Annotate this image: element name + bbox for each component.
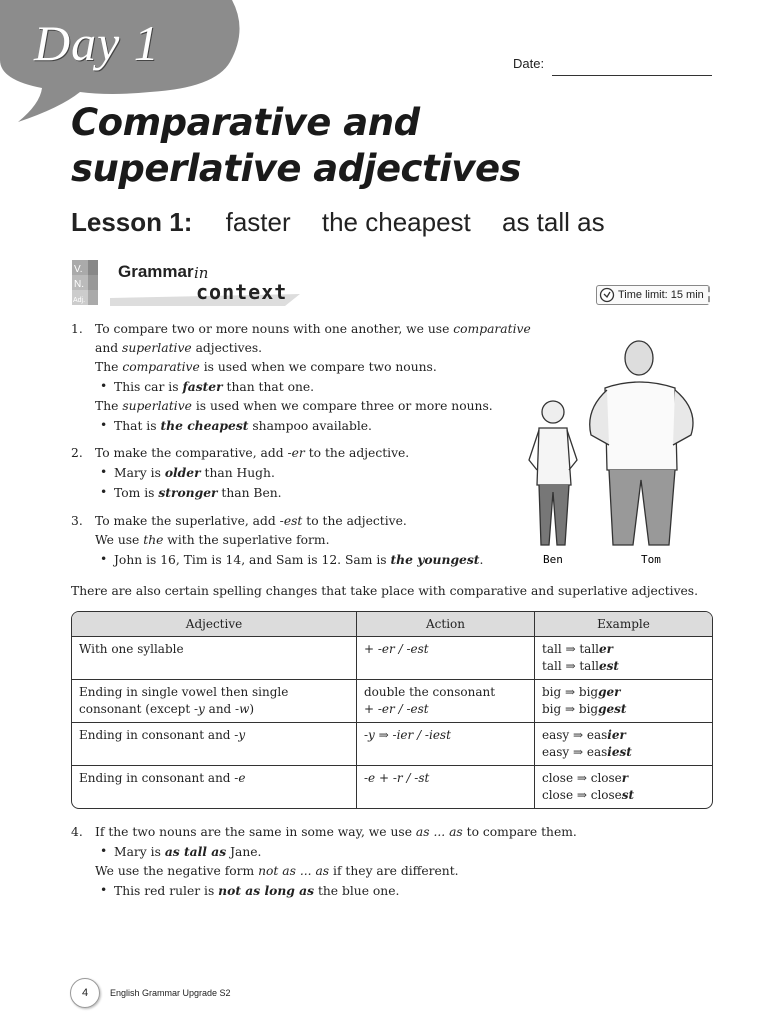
text-segment: -y xyxy=(234,728,246,742)
bullet-example xyxy=(71,881,691,901)
time-limit-text: Time limit: 15 min xyxy=(618,289,704,301)
text-segment: the youngest xyxy=(390,552,480,567)
cube-letter: Adj. xyxy=(73,297,86,304)
table-cell xyxy=(357,723,535,766)
bullet-example xyxy=(71,483,531,503)
day-label: Day 1 xyxy=(34,15,160,71)
text-segment: easy ⇒ eas xyxy=(542,745,608,759)
text-segment: Ending in consonant and xyxy=(79,771,235,785)
text-segment: easy ⇒ eas xyxy=(542,728,608,742)
section-number: 3. xyxy=(71,514,83,528)
cell-line xyxy=(542,641,706,658)
cell-line xyxy=(542,787,706,804)
bullet-example xyxy=(71,842,691,862)
in-label: in xyxy=(194,264,209,282)
table-row xyxy=(72,766,712,808)
text-segment: To compare two or more nouns with one another, we use xyxy=(95,322,454,336)
lesson-heading xyxy=(71,207,629,238)
text-segment: and xyxy=(204,702,236,716)
column-header: Action xyxy=(357,612,535,637)
table-cell xyxy=(72,766,357,808)
text-segment: older xyxy=(164,465,201,480)
text-segment: -er / -est xyxy=(377,642,429,656)
section-1 xyxy=(71,320,531,436)
text-segment: Ending in consonant and xyxy=(79,728,235,742)
text-segment: -er / -est xyxy=(377,702,429,716)
text-segment: If the two nouns are the same in some way, we use xyxy=(95,825,416,839)
text-segment: than Hugh. xyxy=(200,466,275,480)
text-segment: st xyxy=(621,788,635,802)
text-segment: This red ruler is xyxy=(114,884,219,898)
lesson-label: Lesson 1: xyxy=(71,207,193,237)
text-segment: + xyxy=(364,642,378,656)
table-cell xyxy=(535,637,712,680)
bullet-example xyxy=(71,416,531,436)
text-segment: close ⇒ close xyxy=(542,788,622,802)
text-segment: is used when we compare two nouns. xyxy=(199,360,437,374)
text-segment: consonant (except xyxy=(79,702,194,716)
text-segment: + xyxy=(364,702,378,716)
text-segment: -w xyxy=(235,702,250,716)
text-segment: superlative xyxy=(122,341,192,355)
text-segment: as tall as xyxy=(164,844,227,859)
text-segment: to the adjective. xyxy=(304,446,410,460)
cube-letter: N. xyxy=(74,279,84,290)
time-limit-badge xyxy=(596,285,710,305)
rule-line xyxy=(71,512,531,531)
text-segment: -er xyxy=(287,446,305,460)
text-segment: The xyxy=(95,360,123,374)
cell-line xyxy=(364,727,528,744)
text-segment: the xyxy=(143,533,164,547)
text-segment: comparative xyxy=(453,322,531,336)
text-segment: big ⇒ big xyxy=(542,685,599,699)
text-segment: not as long as xyxy=(218,883,315,898)
context-label: context xyxy=(196,280,288,304)
text-segment: stronger xyxy=(158,485,218,500)
rule-line xyxy=(71,444,531,463)
text-segment: as ... as xyxy=(415,825,463,839)
text-segment: Ending in single vowel then single xyxy=(79,685,289,699)
table-cell xyxy=(535,680,712,723)
table-cell xyxy=(357,766,535,808)
cell-line xyxy=(542,658,706,675)
cell-line xyxy=(542,727,706,744)
text-segment: est xyxy=(599,659,619,673)
text-segment: shampoo available. xyxy=(248,419,372,433)
text-segment: r xyxy=(621,771,629,785)
table-cell xyxy=(357,680,535,723)
text-segment: Jane. xyxy=(226,845,262,859)
cell-line xyxy=(542,770,706,787)
rule-line xyxy=(71,531,531,550)
text-segment: John is 16, Tim is 14, and Sam is 12. Sam is xyxy=(114,553,391,567)
lesson-word: faster xyxy=(225,207,291,237)
text-segment: to the adjective. xyxy=(302,514,407,528)
rule-line xyxy=(71,823,691,842)
table-cell xyxy=(357,637,535,680)
text-segment: This car is xyxy=(114,380,183,394)
section-number: 2. xyxy=(71,446,83,460)
text-segment: We use the negative form xyxy=(95,864,259,878)
text-segment: big ⇒ big xyxy=(542,702,599,716)
date-field[interactable] xyxy=(552,75,712,76)
text-segment: the cheapest xyxy=(160,418,249,433)
text-segment: and xyxy=(95,341,123,355)
clock-icon xyxy=(599,287,615,303)
ben-and-tom-illustration xyxy=(515,320,715,570)
text-segment: tall ⇒ tall xyxy=(542,659,599,673)
table-row xyxy=(72,637,712,680)
tom-label: Tom xyxy=(641,553,661,566)
text-segment: with the superlative form. xyxy=(163,533,330,547)
cell-line xyxy=(364,701,528,718)
cell-line xyxy=(542,684,706,701)
section-3 xyxy=(71,512,531,570)
text-segment: tall ⇒ tall xyxy=(542,642,599,656)
table-cell xyxy=(72,680,357,723)
lesson-word: as tall as xyxy=(502,207,605,237)
grammar-label: Grammar xyxy=(118,262,194,281)
text-segment: -est xyxy=(279,514,303,528)
table-cell xyxy=(535,766,712,808)
page-title xyxy=(71,100,521,192)
cell-line xyxy=(364,684,528,701)
text-segment: -y ⇒ -ier / -iest xyxy=(364,728,451,742)
title-line: Comparative and xyxy=(71,101,420,144)
table-row xyxy=(72,680,712,723)
text-segment: Tom is xyxy=(114,486,159,500)
cube-letter: V. xyxy=(74,264,83,275)
text-segment: -e xyxy=(234,771,246,785)
text-segment: The xyxy=(95,399,123,413)
text-segment: With one syllable xyxy=(79,642,184,656)
text-segment: if they are different. xyxy=(329,864,459,878)
cell-line xyxy=(542,744,706,761)
section-2 xyxy=(71,444,531,503)
table-cell xyxy=(72,637,357,680)
book-title: English Grammar Upgrade S2 xyxy=(110,988,231,998)
table-cell xyxy=(535,723,712,766)
rule-line xyxy=(71,339,531,358)
cell-line xyxy=(542,701,706,718)
column-header: Example xyxy=(535,612,712,637)
text-segment: Mary is xyxy=(114,466,165,480)
page-number: 4 xyxy=(70,978,100,1008)
text-segment: That is xyxy=(114,419,161,433)
cell-line xyxy=(79,770,350,787)
text-segment: the blue one. xyxy=(314,884,400,898)
spelling-note: There are also certain spelling changes that take place with comparative and superlative adjectives. xyxy=(71,584,699,598)
cell-line xyxy=(79,641,350,658)
text-segment: er xyxy=(599,642,613,656)
date-label: Date: xyxy=(513,56,545,71)
text-segment: ) xyxy=(249,702,255,716)
lesson-word: the cheapest xyxy=(321,207,471,237)
text-segment: ier xyxy=(607,728,626,742)
text-segment: Mary is xyxy=(114,845,165,859)
text-segment: We use xyxy=(95,533,144,547)
rule-line xyxy=(71,320,531,339)
cell-line xyxy=(79,684,350,701)
text-segment: than that one. xyxy=(222,380,315,394)
text-segment: close ⇒ close xyxy=(542,771,622,785)
text-segment: iest xyxy=(607,745,632,759)
text-segment: adjectives. xyxy=(191,341,263,355)
text-segment: to compare them. xyxy=(462,825,577,839)
rule-line xyxy=(71,358,531,377)
text-segment: superlative xyxy=(122,399,192,413)
column-header: Adjective xyxy=(72,612,357,637)
text-segment: . xyxy=(479,553,484,567)
text-segment: -y xyxy=(194,702,205,716)
text-segment: comparative xyxy=(122,360,200,374)
text-segment: ger xyxy=(598,685,621,699)
text-segment: double the consonant xyxy=(364,685,496,699)
cell-line xyxy=(364,770,528,787)
cell-line xyxy=(79,701,350,718)
cell-line xyxy=(79,727,350,744)
text-segment: To make the comparative, add xyxy=(95,446,288,460)
text-segment: faster xyxy=(182,379,223,394)
section-number: 4. xyxy=(71,825,83,839)
text-segment: than Ben. xyxy=(217,486,282,500)
title-line: superlative adjectives xyxy=(71,147,522,190)
table-row xyxy=(72,723,712,766)
text-segment: is used when we compare three or more nouns. xyxy=(191,399,493,413)
rule-line xyxy=(71,862,691,881)
text-segment: gest xyxy=(598,702,627,716)
text-segment: To make the superlative, add xyxy=(95,514,280,528)
spelling-rules-table xyxy=(71,611,713,809)
bullet-example xyxy=(71,550,531,570)
text-segment: -e + -r / -st xyxy=(364,771,430,785)
cell-line xyxy=(364,641,528,658)
section-number: 1. xyxy=(71,322,83,336)
ben-label: Ben xyxy=(543,553,563,566)
table-cell xyxy=(72,723,357,766)
section-4 xyxy=(71,823,691,901)
bullet-example xyxy=(71,463,531,483)
text-segment: not as ... as xyxy=(258,864,330,878)
bullet-example xyxy=(71,377,531,397)
rule-line xyxy=(71,397,531,416)
